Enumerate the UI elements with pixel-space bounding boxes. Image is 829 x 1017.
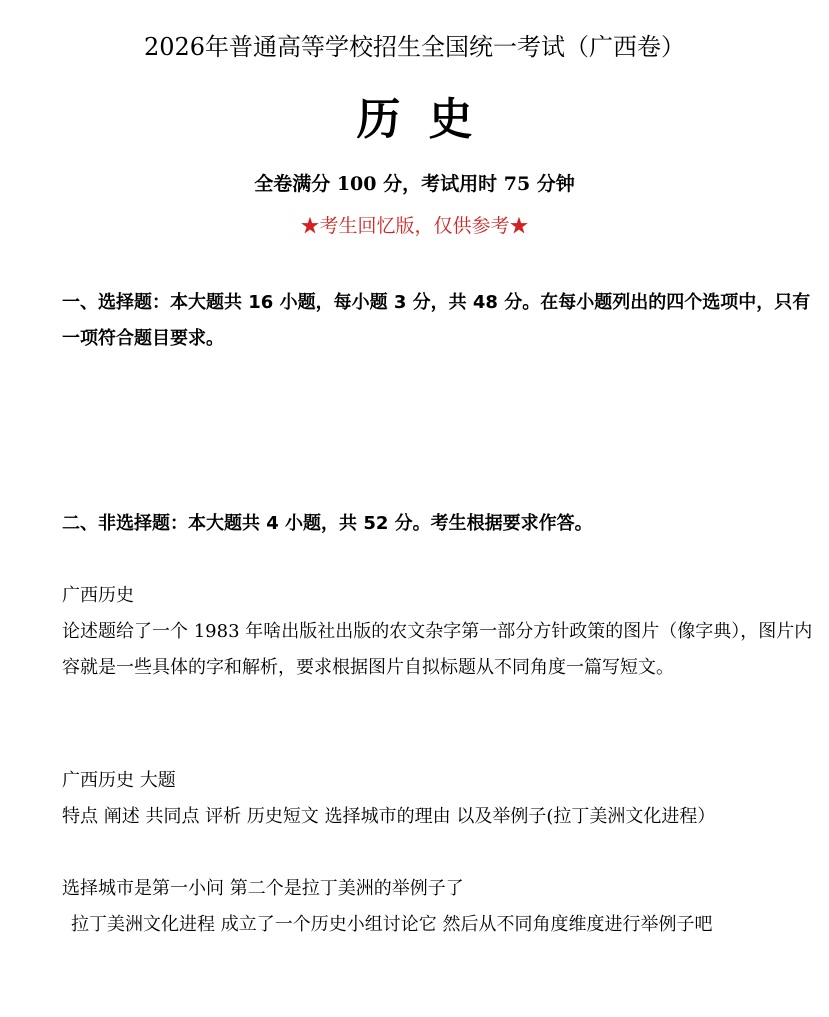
question-order-note: 选择城市是第一小问 第二个是拉丁美洲的举例子了 bbox=[62, 878, 464, 899]
section-non-choice: 二、非选择题：本大题共 4 小题，共 52 分。考生根据要求作答。 bbox=[62, 513, 593, 534]
score-info: 全卷满分 100 分，考试用时 75 分钟 bbox=[254, 173, 575, 195]
subject-title: 历史 bbox=[356, 94, 501, 145]
recall-heading-guangxi-history: 广西历史 bbox=[62, 585, 134, 606]
recall-heading-major-questions: 广西历史 大题 bbox=[62, 770, 176, 791]
essay-question-description: 论述题给了一个 1983 年啥出版社出版的农文杂字第一部分方针政策的图片（像字典），图片内容就是一些具体的字和解析，要求根据图片自拟标题从不同角度一篇写短文。 bbox=[62, 621, 813, 678]
question-keywords: 特点 阐述 共同点 评析 历史短文 选择城市的理由 以及举例子(拉丁美洲文化进程） bbox=[62, 806, 716, 827]
recall-version-note: ★考生回忆版，仅供参考★ bbox=[300, 215, 529, 237]
exam-title: 2026年普通高等学校招生全国统一考试（广西卷） bbox=[143, 33, 686, 61]
section-multiple-choice: 一、选择题：本大题共 16 小题，每小题 3 分，共 48 分。在每小题列出的四个选项中，只有一项符合题目要求。 bbox=[62, 292, 811, 349]
latin-america-note: 拉丁美洲文化进程 成立了一个历史小组讨论它 然后从不同角度维度进行举例子吧 bbox=[71, 914, 713, 935]
